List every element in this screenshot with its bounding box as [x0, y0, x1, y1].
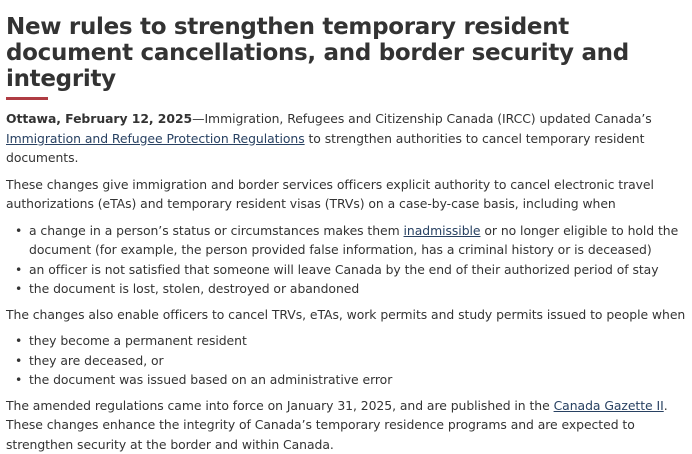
list-item-text: they become a permanent resident	[29, 333, 247, 348]
permit-cancellation-list	[6, 331, 686, 390]
intro-text-end: to strengthen authorities to cancel temporary resident documents.	[6, 131, 644, 166]
canada-gazette-link[interactable]: Canada Gazette II	[554, 398, 664, 413]
closing-paragraph	[6, 396, 686, 454]
intro-paragraph	[6, 109, 686, 168]
list-item	[29, 351, 686, 371]
dateline: Ottawa, February 12, 2025	[6, 111, 192, 126]
list-item	[29, 221, 686, 260]
bullet-icon: •	[15, 331, 22, 351]
list-item-text: an officer is not satisfied that someone will leave Canada by the end of their authorized period of stay	[29, 262, 659, 277]
additional-changes-paragraph: The changes also enable officers to cancel TRVs, eTAs, work permits and study permits issued to people when	[6, 305, 686, 325]
list-item-text: the document is lost, stolen, destroyed or abandoned	[29, 281, 359, 296]
bullet-icon: •	[15, 370, 22, 390]
list-item	[29, 370, 686, 390]
closing-text-end: . These changes enhance the integrity of Canada’s temporary residence programs and are expected to strengthen security at the border and within Canada.	[6, 398, 668, 452]
title-underline-accent	[6, 97, 48, 100]
closing-text: The amended regulations came into force on January 31, 2025, and are published in the	[6, 398, 554, 413]
list-item-text: the document was issued based on an administrative error	[29, 372, 392, 387]
list-item-text-end: or no longer eligible to hold the document (for example, the person provided false information, has a criminal history or is deceased)	[29, 223, 678, 258]
inadmissible-link[interactable]: inadmissible	[404, 223, 481, 238]
list-item	[29, 279, 686, 299]
intro-text: —Immigration, Refugees and Citizenship Canada (IRCC) updated Canada’s	[192, 111, 652, 126]
list-item-text: they are deceased, or	[29, 353, 164, 368]
bullet-icon: •	[15, 221, 22, 241]
bullet-icon: •	[15, 279, 22, 299]
regulations-link[interactable]: Immigration and Refugee Protection Regulations	[6, 131, 305, 146]
article-title: New rules to strengthen temporary resident document cancellations, and border security and integrity	[6, 14, 686, 92]
list-item	[29, 331, 686, 351]
list-item	[29, 260, 686, 280]
changes-paragraph: These changes give immigration and border services officers explicit authority to cancel electronic travel authorizations (eTAs) and temporary resident visas (TRVs) on a case-by-case basis, including when	[6, 175, 686, 214]
cancellation-reasons-list	[6, 221, 686, 299]
bullet-icon: •	[15, 351, 22, 371]
list-item-text: a change in a person’s status or circumstances makes them	[29, 223, 404, 238]
bullet-icon: •	[15, 260, 22, 280]
